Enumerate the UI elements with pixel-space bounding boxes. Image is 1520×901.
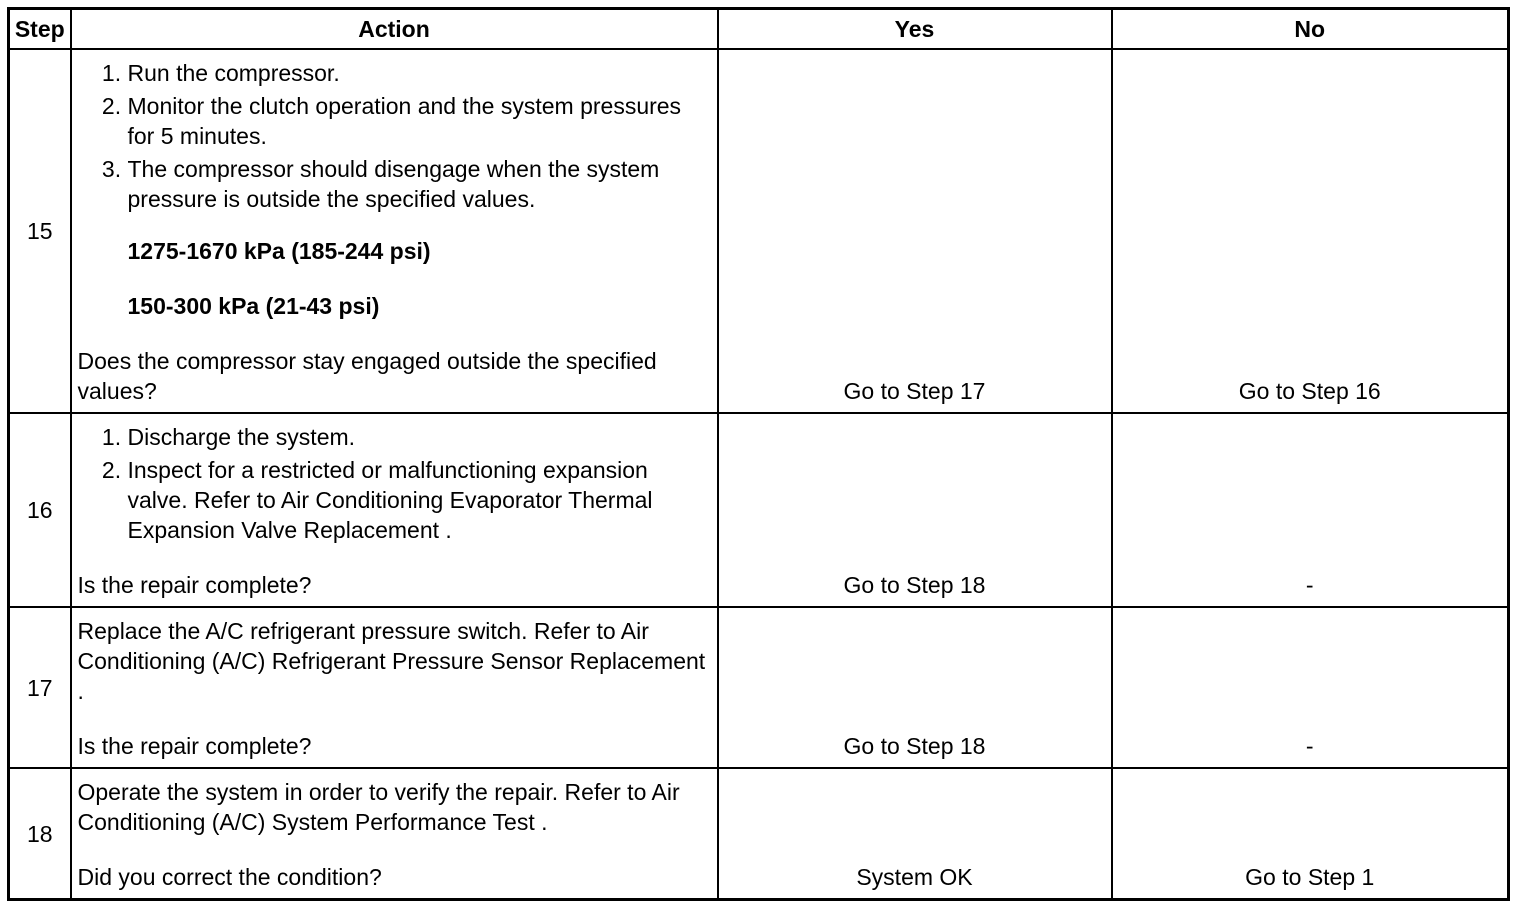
list-item: 2. Monitor the clutch operation and the system pressures for 5 minutes.: [128, 91, 709, 151]
action-text: Operate the system in order to verify the repair. Refer to Air Conditioning (A/C) System Performance Test .: [77, 779, 680, 835]
header-yes: Yes: [718, 9, 1112, 50]
yes-result: Go to Step 18: [718, 413, 1112, 607]
step-number: 18: [9, 768, 71, 900]
question-text: Is the repair complete?: [77, 733, 312, 759]
no-result: -: [1112, 413, 1509, 607]
header-step: Step: [9, 9, 71, 50]
step-number: 17: [9, 607, 71, 768]
list-item: 2. Inspect for a restricted or malfunctioning expansion valve. Refer to Air Conditioning Evaporator Thermal Expansion Valve Replacement .: [128, 455, 709, 545]
question-text: Did you correct the condition?: [77, 864, 382, 890]
step-number: 16: [9, 413, 71, 607]
action-cell: [71, 413, 718, 607]
question-text: Does the compressor stay engaged outside the specified values?: [77, 348, 657, 404]
question-text: Is the repair complete?: [77, 572, 312, 598]
step-number: 15: [9, 49, 71, 413]
yes-result: Go to Step 17: [718, 49, 1112, 413]
diagnostic-table: [7, 7, 1510, 901]
spec-value-high: 1275-1670 kPa (185-244 psi): [127, 238, 431, 264]
action-list: [78, 422, 709, 545]
no-result: Go to Step 1: [1112, 768, 1509, 900]
action-cell: [71, 607, 718, 768]
spec-value-low: 150-300 kPa (21-43 psi): [127, 293, 380, 319]
table-row-step-15: [9, 49, 1509, 413]
table-row-step-16: [9, 413, 1509, 607]
action-text: Replace the A/C refrigerant pressure switch. Refer to Air Conditioning (A/C) Refrigerant Pressure Sensor Replacement .: [77, 618, 706, 704]
yes-result: System OK: [718, 768, 1112, 900]
no-result: Go to Step 16: [1112, 49, 1509, 413]
action-cell: [71, 49, 718, 413]
header-action: Action: [71, 9, 718, 50]
no-result: -: [1112, 607, 1509, 768]
action-cell: [71, 768, 718, 900]
header-row: [9, 9, 1509, 50]
list-item: 1. Run the compressor.: [128, 58, 709, 88]
table-row-step-17: [9, 607, 1509, 768]
yes-result: Go to Step 18: [718, 607, 1112, 768]
action-list: [78, 58, 709, 214]
header-no: No: [1112, 9, 1509, 50]
list-item: 3. The compressor should disengage when the system pressure is outside the specified values.: [128, 154, 709, 214]
table-row-step-18: [9, 768, 1509, 900]
list-item: 1. Discharge the system.: [128, 422, 709, 452]
